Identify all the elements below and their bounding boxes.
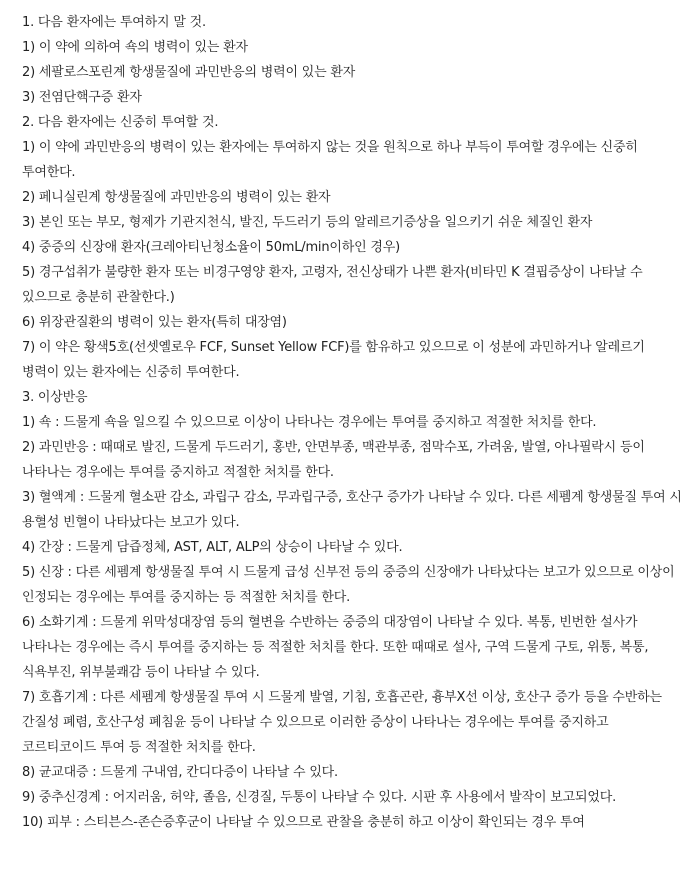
list-item: 6) 위장관질환의 병력이 있는 환자(특히 대장염) [22, 315, 287, 330]
list-item: 3) 전염단핵구증 환자 [22, 90, 142, 105]
list-item: 3) 혈액계 : 드물게 혈소판 감소, 과립구 감소, 무과립구증, 호산구 증가가 나타날 수 있다. 다른 세펨계 항생물질 투여 시 용혈성 빈혈이 나타났다는 보고가 있다. [22, 490, 682, 530]
list-item: 3) 본인 또는 부모, 형제가 기관지천식, 발진, 두드러기 등의 알레르기증상을 일으키기 쉬운 체질인 환자 [22, 215, 593, 230]
list-item: 7) 이 약은 황색5호(선셋옐로우 FCF, Sunset Yellow FCF)를 함유하고 있으므로 이 성분에 과민하거나 알레르기 병력이 있는 환자에는 신중히 투여한다. [22, 340, 645, 380]
list-item: 2) 과민반응 : 때때로 발진, 드물게 두드러기, 홍반, 안면부종, 맥관부종, 점막수포, 가려움, 발열, 아나필락시 등이 나타나는 경우에는 투여를 중지하고 적절한 처치를 한다. [22, 440, 645, 480]
list-item: 2) 세팔로스포린계 항생물질에 과민반응의 병력이 있는 환자 [22, 65, 356, 80]
section-heading: 3. 이상반응 [22, 390, 88, 405]
list-item: 1) 이 약에 과민반응의 병력이 있는 환자에는 투여하지 않는 것을 원칙으로 하나 부득이 투여할 경우에는 신중히 투여한다. [22, 140, 638, 180]
list-item: 4) 중증의 신장애 환자(크레아티닌청소율이 50mL/min이하인 경우) [22, 240, 400, 255]
list-item: 7) 호흡기계 : 다른 세펨계 항생물질 투여 시 드물게 발열, 기침, 호흡곤란, 흉부X선 이상, 호산구 증가 등을 수반하는 간질성 폐렴, 호산구성 폐침윤 등이 나타날 수 있으므로 이러한 증상이 나타나는 경우에는 투여를 중지하고 코르티코이드 투여 등 적절한 처치를 한다. [22, 690, 662, 755]
list-item: 1) 이 약에 의하여 쇽의 병력이 있는 환자 [22, 40, 248, 55]
list-item: 5) 신장 : 다른 세펨계 항생물질 투여 시 드물게 급성 신부전 등의 중증의 신장애가 나타났다는 보고가 있으므로 이상이 인정되는 경우에는 투여를 중지하는 등 적절한 처치를 한다. [22, 565, 675, 605]
list-item: 10) 피부 : 스티븐스-존슨증후군이 나타날 수 있으므로 관찰을 충분히 하고 이상이 확인되는 경우 투여 [22, 815, 585, 830]
list-item: 5) 경구섭취가 불량한 환자 또는 비경구영양 환자, 고령자, 전신상태가 나쁜 환자(비타민 K 결핍증상이 나타날 수 있으므로 충분히 관찰한다.) [22, 265, 643, 305]
section-heading: 2. 다음 환자에는 신중히 투여할 것. [22, 115, 219, 130]
list-item: 8) 균교대증 : 드물게 구내염, 칸디다증이 나타날 수 있다. [22, 765, 338, 780]
list-item: 9) 중추신경계 : 어지러움, 허약, 졸음, 신경질, 두통이 나타날 수 있다. 시판 후 사용에서 발작이 보고되었다. [22, 790, 617, 805]
list-item: 6) 소화기계 : 드물게 위막성대장염 등의 혈변을 수반하는 중증의 대장염이 나타날 수 있다. 복통, 빈번한 설사가 나타나는 경우에는 즉시 투여를 중지하는 등 적절한 처치를 한다. 또한 때때로 설사, 구역 드물게 구토, 위통, 복통, 식욕부진, 위부불쾌감 등이 나타날 수 있다. [22, 615, 649, 680]
document-body [22, 10, 684, 835]
section-heading: 1. 다음 환자에는 투여하지 말 것. [22, 15, 206, 30]
list-item: 2) 페니실린계 항생물질에 과민반응의 병력이 있는 환자 [22, 190, 331, 205]
list-item: 1) 쇽 : 드물게 쇽을 일으킬 수 있으므로 이상이 나타나는 경우에는 투여를 중지하고 적절한 처치를 한다. [22, 415, 597, 430]
list-item: 4) 간장 : 드물게 담즙정체, AST, ALT, ALP의 상승이 나타날 수 있다. [22, 540, 403, 555]
